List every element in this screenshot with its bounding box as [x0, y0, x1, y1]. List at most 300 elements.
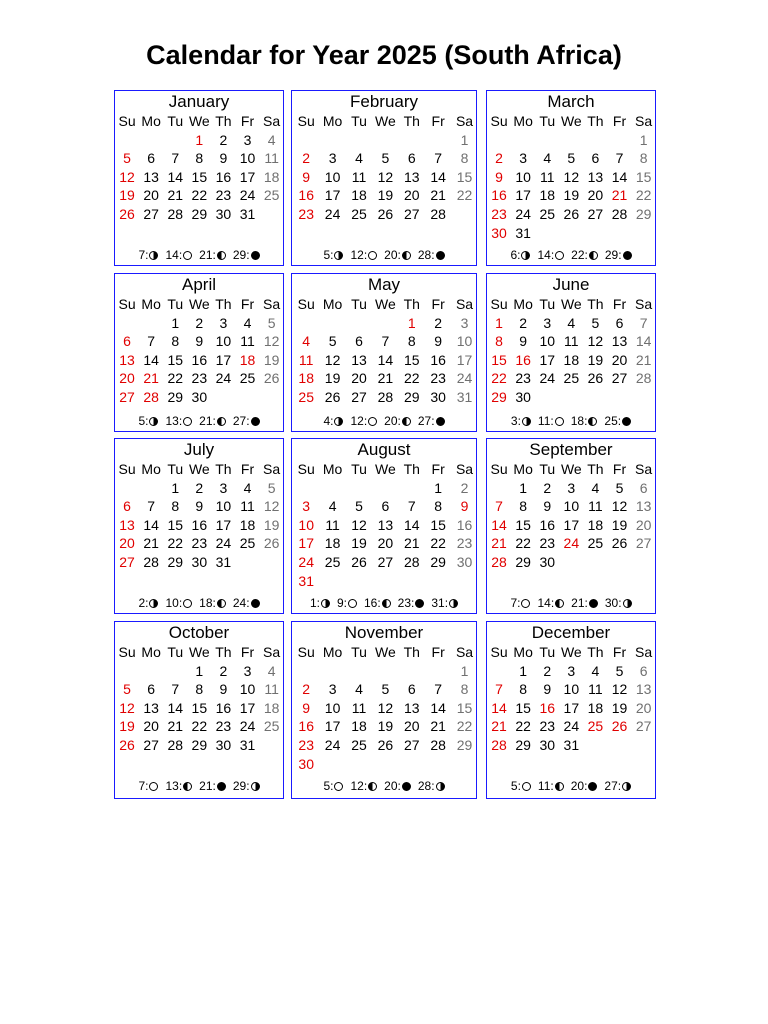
week-row	[487, 479, 656, 498]
day-cell: 16	[298, 187, 314, 204]
day-cell: 25	[563, 370, 580, 387]
week-row	[115, 497, 284, 516]
day-cell: 19	[611, 699, 628, 716]
day-cell: 27	[143, 205, 159, 222]
empty-day	[425, 131, 451, 150]
day-cell: 27	[611, 370, 628, 387]
empty-day	[115, 479, 139, 498]
new-moon-icon	[436, 417, 445, 426]
day-cell: 26	[119, 736, 135, 753]
day-cell: 24	[324, 205, 341, 222]
moon-date: 23:	[397, 596, 415, 610]
day-cell: 19	[563, 187, 580, 204]
day-cell: 26	[377, 736, 394, 753]
weekday-header	[293, 460, 478, 479]
weekday-label: Su	[490, 113, 508, 129]
day-cell: 17	[456, 351, 473, 368]
day-cell: 21	[430, 187, 446, 204]
moon-phase-item	[384, 414, 411, 428]
day-cell: 28	[491, 553, 507, 570]
empty-day	[425, 662, 451, 681]
week-row	[293, 205, 478, 224]
week-row	[115, 553, 284, 572]
weekday-label: Tu	[539, 644, 556, 660]
day-cell: 4	[567, 314, 576, 331]
day-cell: 20	[143, 718, 159, 735]
weekday-label: Tu	[167, 296, 184, 312]
day-cell: 6	[147, 150, 156, 167]
weekday-label: Fr	[612, 461, 627, 477]
day-cell: 31	[563, 736, 580, 753]
moon-phase-item	[199, 248, 226, 262]
week-row	[487, 516, 656, 535]
weekday-label: Fr	[431, 644, 445, 660]
moon-date: 20:	[570, 779, 588, 793]
day-cell: 1	[171, 314, 180, 331]
empty-day	[451, 205, 477, 224]
last-quarter-icon	[402, 417, 411, 426]
weekday-label: Mo	[141, 113, 161, 129]
day-cell: 12	[377, 699, 394, 716]
week-row	[115, 717, 284, 736]
week-row	[293, 572, 478, 591]
moon-phase-item	[323, 779, 343, 793]
empty-day	[487, 131, 511, 150]
day-cell: 23	[430, 370, 446, 387]
day-cell: 25	[324, 553, 341, 570]
moon-phases	[487, 596, 655, 610]
day-cell: 16	[191, 516, 208, 533]
day-cell: 2	[495, 150, 503, 167]
new-moon-icon	[588, 782, 597, 791]
day-cell: 14	[430, 699, 446, 716]
week-row	[115, 736, 284, 755]
day-cell: 13	[635, 498, 652, 515]
day-cell: 29	[191, 736, 208, 753]
empty-day	[115, 131, 139, 150]
day-cell: 29	[403, 388, 420, 405]
weekday-header	[293, 643, 478, 662]
weekday-label: We	[560, 461, 582, 477]
weekday-label: We	[188, 296, 210, 312]
moon-date: 27:	[232, 414, 250, 428]
week-row	[487, 497, 656, 516]
empty-day	[451, 572, 477, 591]
day-cell: 5	[123, 150, 131, 167]
empty-day	[139, 479, 163, 498]
empty-day	[235, 553, 259, 572]
weekday-label: Su	[490, 644, 508, 660]
weekday-label: Mo	[322, 644, 343, 660]
weekday-header	[487, 460, 656, 479]
day-cell: 21	[635, 351, 652, 368]
day-cell: 27	[635, 535, 652, 552]
day-cell: 24	[298, 553, 314, 570]
moon-phase-item	[398, 596, 425, 610]
weekday-label: Sa	[635, 644, 653, 660]
moon-date: 22:	[571, 248, 588, 262]
moon-date: 29:	[232, 248, 250, 262]
moon-phase-item	[537, 596, 564, 610]
day-cell: 3	[243, 131, 252, 148]
day-grid	[487, 643, 656, 755]
day-cell: 12	[324, 351, 341, 368]
week-row	[293, 699, 478, 718]
empty-day	[346, 755, 372, 774]
empty-day	[511, 131, 535, 150]
day-cell: 17	[324, 187, 341, 204]
weekday-label: Th	[587, 461, 604, 477]
weekday-label: Th	[587, 644, 604, 660]
day-cell: 8	[171, 333, 180, 350]
last-quarter-icon	[588, 417, 597, 426]
day-cell: 13	[377, 516, 394, 533]
day-grid	[115, 295, 284, 407]
day-cell: 29	[456, 736, 473, 753]
day-cell: 19	[611, 516, 628, 533]
new-moon-icon	[589, 599, 598, 608]
month-name: August	[357, 440, 411, 459]
week-row	[293, 736, 478, 755]
day-cell: 20	[143, 187, 159, 204]
day-cell: 1	[639, 131, 648, 148]
day-cell: 29	[515, 736, 531, 753]
weekday-label: Sa	[635, 296, 653, 312]
moon-date: 9:	[336, 596, 347, 610]
week-row	[115, 534, 284, 553]
week-row	[115, 680, 284, 699]
moon-date: 11:	[537, 414, 554, 428]
day-cell: 23	[191, 535, 208, 552]
day-cell: 4	[302, 333, 311, 350]
month-name: April	[181, 275, 216, 294]
day-cell: 2	[434, 314, 443, 331]
day-cell: 12	[377, 168, 394, 185]
day-cell: 16	[515, 351, 531, 368]
weekday-label: Tu	[351, 644, 367, 660]
last-quarter-icon	[382, 599, 391, 608]
day-cell: 5	[328, 333, 337, 350]
moon-phase-item	[199, 596, 226, 610]
day-cell: 4	[243, 314, 252, 331]
moon-phase-item	[511, 414, 531, 428]
day-cell: 6	[615, 314, 624, 331]
day-cell: 21	[430, 718, 446, 735]
moon-phases	[487, 779, 655, 793]
first-quarter-icon	[149, 599, 158, 608]
moon-phase-item	[384, 248, 411, 262]
moon-date: 20:	[384, 779, 401, 793]
empty-day	[115, 662, 139, 681]
moon-phase-item	[165, 414, 192, 428]
day-cell: 22	[430, 535, 446, 552]
empty-day	[632, 553, 656, 572]
moon-date: 12:	[350, 779, 368, 793]
week-row	[115, 699, 284, 718]
month-august	[291, 438, 477, 614]
full-moon-icon	[522, 782, 531, 791]
day-cell: 17	[215, 516, 232, 533]
weekday-header	[487, 295, 656, 314]
week-row	[115, 516, 284, 535]
day-cell: 29	[635, 205, 652, 222]
week-row	[487, 224, 656, 243]
new-moon-icon	[622, 417, 631, 426]
day-cell: 27	[377, 553, 394, 570]
day-cell: 31	[239, 205, 256, 222]
empty-day	[372, 755, 398, 774]
full-moon-icon	[183, 251, 192, 260]
day-cell: 18	[587, 699, 604, 716]
empty-day	[372, 662, 398, 681]
moon-phases	[292, 248, 476, 262]
day-cell: 25	[587, 535, 604, 552]
moon-phase-item	[165, 779, 192, 793]
day-cell: 18	[351, 718, 367, 735]
moon-date: 3:	[510, 414, 521, 428]
week-row	[293, 168, 478, 187]
day-cell: 10	[515, 168, 531, 185]
empty-day	[399, 131, 425, 150]
day-cell: 8	[171, 498, 180, 515]
moon-date: 14:	[537, 248, 555, 262]
weekday-label: Sa	[635, 461, 653, 477]
moon-phase-item	[511, 779, 531, 793]
weekday-label: Sa	[635, 113, 653, 129]
full-moon-icon	[555, 417, 564, 426]
full-moon-icon	[555, 251, 564, 260]
empty-day	[535, 388, 559, 407]
day-cell: 15	[167, 351, 184, 368]
weekday-label: Mo	[513, 461, 533, 477]
first-quarter-icon	[334, 251, 343, 260]
day-cell: 14	[491, 516, 507, 533]
first-quarter-icon	[251, 782, 260, 791]
day-cell: 16	[491, 187, 507, 204]
last-quarter-icon	[368, 782, 377, 791]
weekday-label: Fr	[612, 113, 627, 129]
empty-day	[346, 131, 372, 150]
day-cell: 10	[239, 150, 256, 167]
empty-day	[139, 662, 163, 681]
day-cell: 22	[635, 187, 652, 204]
day-cell: 3	[328, 681, 337, 698]
day-cell: 22	[456, 718, 473, 735]
day-cell: 27	[635, 718, 652, 735]
new-moon-icon	[251, 251, 260, 260]
day-cell: 15	[491, 351, 507, 368]
day-cell: 19	[351, 535, 367, 552]
empty-day	[372, 479, 398, 498]
moon-date: 28:	[417, 248, 435, 262]
day-cell: 19	[263, 516, 280, 533]
day-cell: 20	[377, 535, 394, 552]
weekday-label: Th	[403, 644, 420, 660]
weekday-label: We	[188, 644, 210, 660]
day-cell: 7	[147, 498, 156, 515]
day-cell: 5	[381, 150, 390, 167]
moon-date: 5:	[323, 779, 334, 793]
day-cell: 6	[147, 681, 156, 698]
week-row	[293, 680, 478, 699]
weekday-label: We	[188, 113, 210, 129]
month-name: May	[367, 275, 401, 294]
day-cell: 20	[635, 516, 652, 533]
empty-day	[235, 388, 259, 407]
moon-date: 16:	[363, 596, 381, 610]
moon-date: 5:	[323, 248, 334, 262]
day-cell: 24	[324, 736, 341, 753]
day-cell: 2	[219, 662, 228, 679]
day-cell: 18	[539, 187, 556, 204]
week-row	[487, 131, 656, 150]
day-cell: 7	[381, 333, 390, 350]
moon-phase-item	[418, 414, 445, 428]
day-cell: 15	[167, 516, 184, 533]
day-cell: 13	[143, 168, 159, 185]
day-cell: 25	[239, 370, 256, 387]
moon-date: 10:	[165, 596, 183, 610]
week-row	[115, 168, 284, 187]
day-cell: 21	[377, 370, 394, 387]
new-moon-icon	[402, 782, 411, 791]
day-cell: 27	[119, 388, 135, 405]
first-quarter-icon	[321, 599, 330, 608]
empty-day	[425, 755, 451, 774]
empty-day	[372, 314, 398, 333]
day-cell: 7	[495, 498, 503, 515]
day-cell: 14	[430, 168, 446, 185]
day-cell: 30	[539, 553, 556, 570]
first-quarter-icon	[149, 417, 158, 426]
moon-phase-item	[350, 248, 377, 262]
day-cell: 22	[456, 187, 473, 204]
day-cell: 26	[377, 205, 394, 222]
moon-phase-item	[337, 596, 357, 610]
last-quarter-icon	[217, 599, 226, 608]
day-cell: 7	[495, 681, 503, 698]
day-cell: 6	[639, 479, 648, 496]
day-cell: 13	[119, 351, 135, 368]
day-cell: 30	[515, 388, 531, 405]
day-grid	[487, 112, 656, 242]
empty-day	[399, 479, 425, 498]
day-cell: 5	[267, 479, 276, 496]
week-row	[487, 332, 656, 351]
day-cell: 28	[377, 388, 394, 405]
weekday-label: Th	[403, 113, 420, 129]
day-cell: 6	[355, 333, 363, 350]
day-cell: 11	[264, 150, 279, 167]
day-cell: 4	[243, 479, 252, 496]
day-cell: 28	[403, 553, 420, 570]
last-quarter-icon	[217, 417, 226, 426]
day-cell: 12	[119, 168, 135, 185]
week-row	[115, 662, 284, 681]
day-cell: 15	[456, 168, 473, 185]
week-row	[487, 168, 656, 187]
weekday-label: Fr	[612, 644, 627, 660]
empty-day	[583, 388, 607, 407]
new-moon-icon	[415, 599, 424, 608]
weekday-label: Fr	[240, 461, 255, 477]
weekday-label: Tu	[167, 113, 184, 129]
day-cell: 20	[403, 718, 420, 735]
empty-day	[319, 479, 345, 498]
moon-phase-item	[605, 248, 632, 262]
weekday-label: Sa	[263, 461, 281, 477]
day-cell: 30	[298, 755, 314, 772]
day-cell: 10	[215, 498, 232, 515]
week-row	[487, 314, 656, 333]
day-cell: 8	[195, 150, 204, 167]
day-cell: 2	[195, 479, 204, 496]
empty-day	[115, 314, 139, 333]
moon-phase-item	[538, 779, 564, 793]
day-cell: 28	[167, 205, 184, 222]
week-row	[115, 332, 284, 351]
month-december	[486, 621, 656, 799]
day-cell: 30	[539, 736, 556, 753]
empty-day	[260, 388, 284, 407]
day-cell: 15	[456, 699, 473, 716]
day-cell: 18	[239, 351, 256, 368]
day-cell: 5	[615, 479, 624, 496]
weekday-label: Su	[118, 644, 136, 660]
day-cell: 19	[377, 187, 394, 204]
day-cell: 5	[355, 498, 363, 515]
moon-date: 6:	[510, 248, 521, 262]
day-cell: 8	[639, 150, 648, 167]
day-cell: 16	[539, 516, 556, 533]
weekday-label: Fr	[431, 461, 445, 477]
day-cell: 9	[219, 681, 228, 698]
weekday-label: Mo	[322, 461, 343, 477]
empty-day	[607, 736, 631, 755]
day-cell: 11	[264, 681, 279, 698]
day-cell: 19	[263, 351, 280, 368]
day-cell: 31	[456, 388, 473, 405]
day-cell: 14	[167, 699, 184, 716]
day-cell: 12	[587, 333, 604, 350]
day-cell: 30	[430, 388, 446, 405]
moon-date: 1:	[309, 596, 320, 610]
weekday-label: Sa	[455, 113, 474, 129]
day-cell: 26	[263, 535, 280, 552]
moon-phases	[115, 414, 283, 428]
day-cell: 17	[298, 535, 314, 552]
empty-day	[319, 572, 345, 591]
day-cell: 3	[543, 314, 552, 331]
day-cell: 15	[430, 516, 446, 533]
first-quarter-icon	[334, 417, 343, 426]
month-june	[486, 273, 656, 432]
day-grid	[293, 112, 478, 224]
day-cell: 24	[215, 370, 232, 387]
moon-date: 12:	[350, 248, 368, 262]
week-row	[487, 736, 656, 755]
weekday-label: Th	[215, 113, 232, 129]
weekday-label: We	[560, 296, 582, 312]
moon-phase-item	[604, 414, 631, 428]
empty-day	[583, 224, 607, 243]
week-row	[487, 699, 656, 718]
day-cell: 25	[351, 205, 367, 222]
day-cell: 18	[263, 699, 280, 716]
month-name: September	[529, 440, 613, 459]
day-cell: 27	[143, 736, 159, 753]
weekday-label: Sa	[263, 113, 281, 129]
